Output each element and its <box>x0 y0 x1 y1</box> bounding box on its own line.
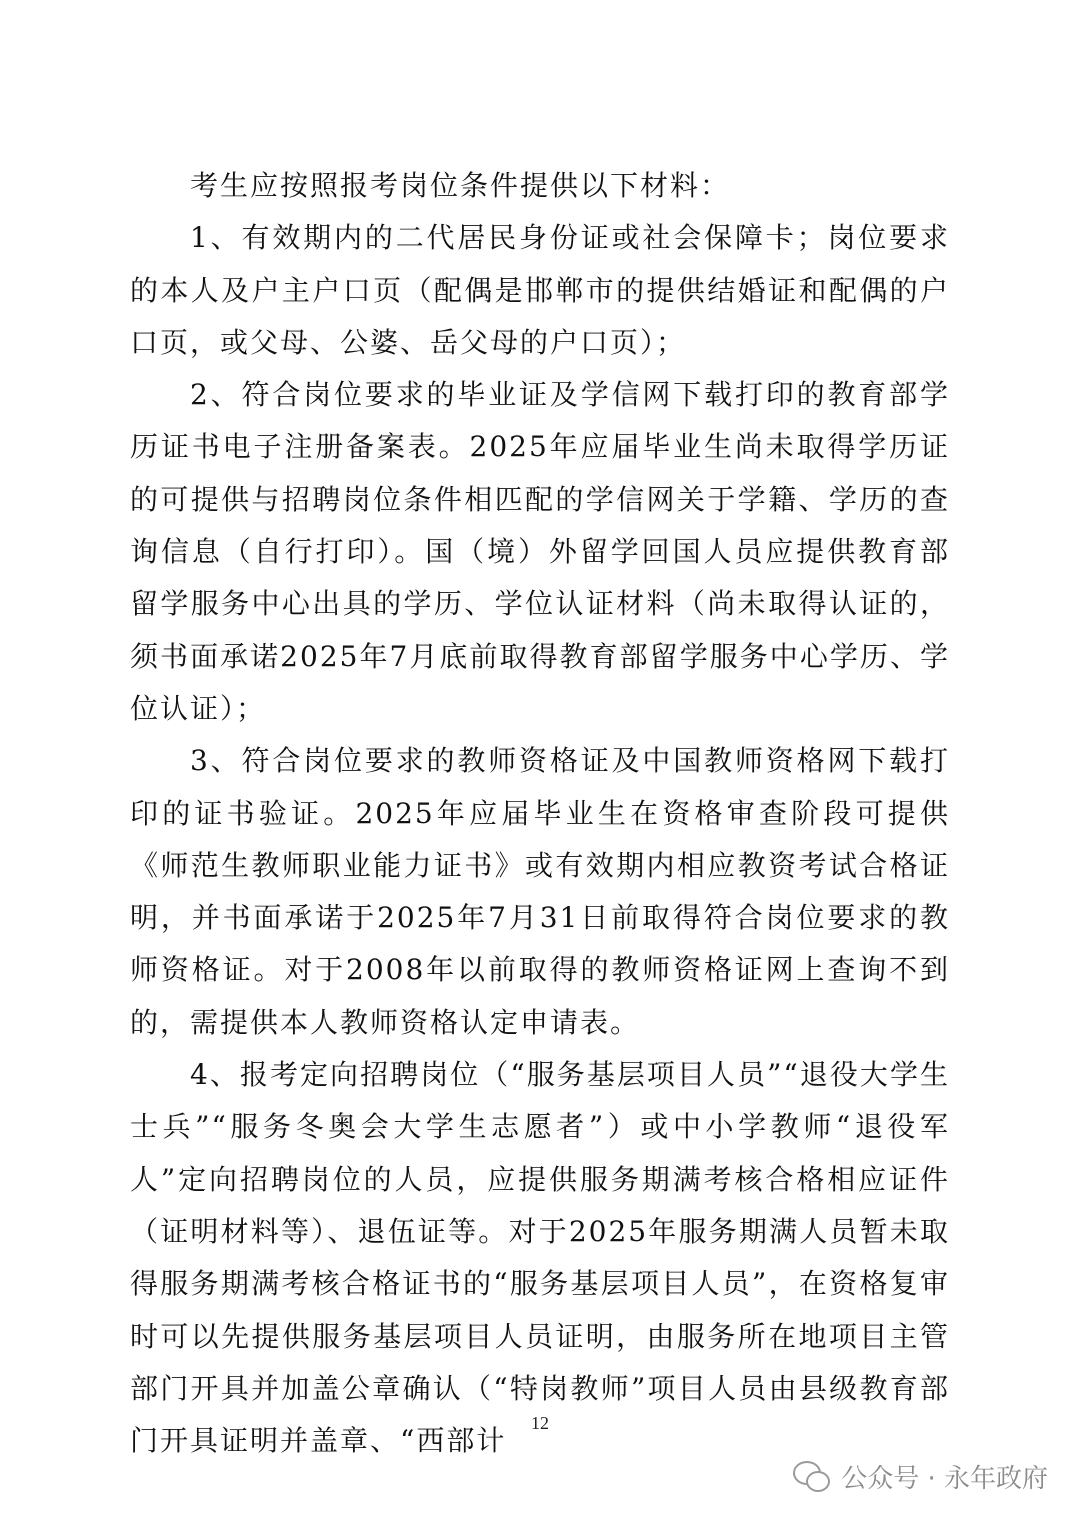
watermark-text: 公众号 · 永年政府 <box>841 1464 1048 1494</box>
wechat-icon <box>793 1461 831 1493</box>
paragraph-item-2: 2、符合岗位要求的毕业证及学信网下载打印的教育部学历证书电子注册备案表。2025年应届毕业生尚未取得学历证的可提供与招聘岗位条件相匹配的学信网关于学籍、学历的查询信息（自行打印）。国（境）外留学回国人员应提供教育部留学服务中心出具的学历、学位认证材料（尚未取得认证的，须书面承诺2025年7月底前取得教育部留学服务中心学历、学位认证）； <box>130 378 950 725</box>
paragraph-intro: 考生应按照报考岗位条件提供以下材料： <box>190 169 731 202</box>
wechat-watermark <box>793 1458 1048 1495</box>
paragraph-item-4: 4、报考定向招聘岗位（“服务基层项目人员”“退役大学生士兵”“服务冬奥会大学生志愿者”）或中小学教师“退役军人”定向招聘岗位的人员，应提供服务期满考核合格相应证件（证明材料等）、退伍证等。对于2025年服务期满人员暂未取得服务期满考核合格证书的“服务基层项目人员”，在资格复审时可以先提供服务基层项目人员证明，由服务所在地项目主管部门开具并加盖公章确认（“特岗教师”项目人员由县级教育部门开具证明并盖章、“西部计 <box>130 1058 950 1458</box>
page-number: 12 <box>531 1413 549 1433</box>
document-body <box>130 160 950 1467</box>
paragraph-item-1: 1、有效期内的二代居民身份证或社会保障卡；岗位要求的本人及户主户口页（配偶是邯郸市的提供结婚证和配偶的户口页，或父母、公婆、岳父母的户口页）； <box>130 221 950 359</box>
paragraph-item-3: 3、符合岗位要求的教师资格证及中国教师资格网下载打印的证书验证。2025年应届毕业生在资格审查阶段可提供《师范生教师职业能力证书》或有效期内相应教资考试合格证明，并书面承诺于2025年7月31日前取得符合岗位要求的教师资格证。对于2008年以前取得的教师资格证网上查询不到的，需提供本人教师资格认定申请表。 <box>130 744 950 1039</box>
